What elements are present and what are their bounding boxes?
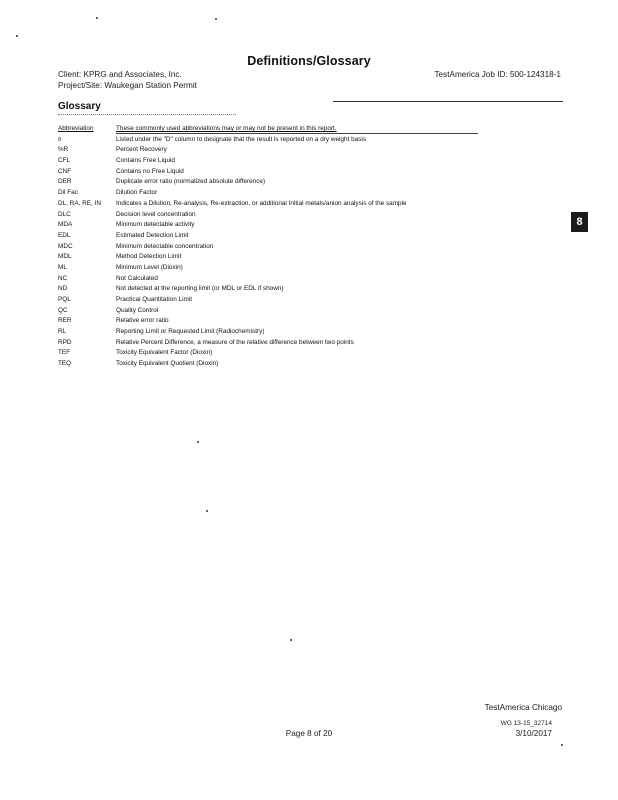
abbreviation: ¤ <box>58 135 62 143</box>
glossary-row <box>58 156 478 167</box>
definition: Toxicity Equivalent Quotient (Dioxin) <box>116 360 219 368</box>
definition: Relative error ratio <box>116 317 169 325</box>
definition: Minimum detectable activity <box>116 221 195 229</box>
definition: Minimum detectable concentration <box>116 242 214 250</box>
glossary-row <box>58 348 478 359</box>
glossary-row <box>58 316 478 327</box>
abbreviation: EDL <box>58 231 71 239</box>
page-number: Page 8 of 20 <box>285 729 333 738</box>
glossary-row <box>58 327 478 338</box>
definition: Not Calculated <box>116 274 158 282</box>
glossary-row <box>58 359 478 370</box>
glossary-row <box>58 199 478 210</box>
glossary-row <box>58 167 478 178</box>
abbreviation: RER <box>58 317 72 325</box>
abbreviation: PQL <box>58 296 71 303</box>
glossary-row <box>58 263 478 274</box>
glossary-row <box>58 177 478 188</box>
definition: Indicates a Dilution, Re-analysis, Re-extraction, or additional Initial metals/anion analysis of the sample <box>116 199 407 207</box>
glossary-heading: Glossary <box>58 101 101 112</box>
definition: Practical Quantitation Limit <box>116 296 193 303</box>
abbreviation: TEQ <box>58 360 72 368</box>
abbreviation: MDL <box>58 253 72 261</box>
abbreviation: DLC <box>58 210 71 218</box>
header-rule <box>333 101 563 102</box>
scan-speck <box>290 639 292 641</box>
abbreviation: DER <box>58 178 72 186</box>
abbreviation: ML <box>58 263 67 271</box>
glossary-row <box>58 242 478 253</box>
glossary-row <box>58 306 478 317</box>
abbreviation: DL, RA, RE, IN <box>58 199 101 207</box>
lab-name: TestAmerica Chicago <box>484 703 562 712</box>
scan-speck <box>206 510 208 512</box>
page-title: Definitions/Glossary <box>247 54 371 68</box>
glossary-row <box>58 284 478 295</box>
definition: Not detected at the reporting limit (or MDL or EDL if shown) <box>116 285 284 293</box>
glossary-row <box>58 274 478 285</box>
scan-speck <box>561 744 563 746</box>
definition: Contains Free Liquid <box>116 157 175 165</box>
client-line: Client: KPRG and Associates, Inc. <box>58 70 182 79</box>
definition: Reporting Limit or Requested Limit (Radiochemistry) <box>116 328 265 336</box>
definition: Method Detection Limit <box>116 253 182 261</box>
glossary-row <box>58 231 478 242</box>
glossary-row <box>58 252 478 263</box>
definition: Minimum Level (Dioxin) <box>116 263 183 271</box>
scan-speck <box>16 35 18 37</box>
job-id: TestAmerica Job ID: 500-124318-1 <box>434 70 561 79</box>
abbreviation: Dil Fac <box>58 189 78 197</box>
abbreviation: TEF <box>58 349 71 357</box>
abbreviation: MDA <box>58 221 73 229</box>
abbreviation: CFL <box>58 157 71 165</box>
definition: Quality Control <box>116 306 159 314</box>
definition: Relative Percent Difference, a measure of the relative difference between two points <box>116 338 354 346</box>
scan-speck <box>96 17 98 19</box>
abbreviation: NC <box>58 274 68 282</box>
scan-speck <box>215 18 217 20</box>
abbreviation: RPD <box>58 338 72 346</box>
abbreviation-column-header: Abbreviation <box>58 125 94 132</box>
definition: Percent Recovery <box>116 146 167 154</box>
glossary-row <box>58 338 478 349</box>
glossary-row <box>58 210 478 221</box>
glossary-row <box>58 188 478 199</box>
scan-speck <box>197 441 199 443</box>
glossary-row <box>58 145 478 156</box>
glossary-row <box>58 220 478 231</box>
abbreviation: RL <box>58 328 67 336</box>
glossary-heading-rule <box>58 114 236 115</box>
definition: Contains no Free Liquid <box>116 167 184 175</box>
abbreviation: CNF <box>58 167 72 175</box>
glossary-row <box>58 135 478 146</box>
definition: Decision level concentration <box>116 210 196 218</box>
abbreviation: QC <box>58 306 68 314</box>
meaning-column-header: These commonly used abbreviations may or may not be present in this report. <box>116 124 478 134</box>
definition: Estimated Detection Limit <box>116 231 189 239</box>
report-date: 3/10/2017 <box>515 729 552 738</box>
abbreviation: %R <box>58 146 69 154</box>
section-tab-badge: 8 <box>571 212 588 232</box>
glossary-table-header <box>58 124 478 135</box>
project-site-line: Project/Site: Waukegan Station Permit <box>58 81 197 90</box>
glossary-rows <box>58 135 478 370</box>
document-id: WG 13-15_32714 <box>500 720 552 727</box>
abbreviation: MDC <box>58 242 73 250</box>
definition: Listed under the "D" column to designate that the result is reported on a dry weight basis <box>116 135 367 143</box>
definition: Toxicity Equivalent Factor (Dioxin) <box>116 349 213 357</box>
glossary-table <box>58 124 478 370</box>
definition: Dilution Factor <box>116 189 158 197</box>
glossary-row <box>58 295 478 306</box>
definition: Duplicate error ratio (normalized absolute difference) <box>116 178 266 186</box>
abbreviation: ND <box>58 285 68 293</box>
